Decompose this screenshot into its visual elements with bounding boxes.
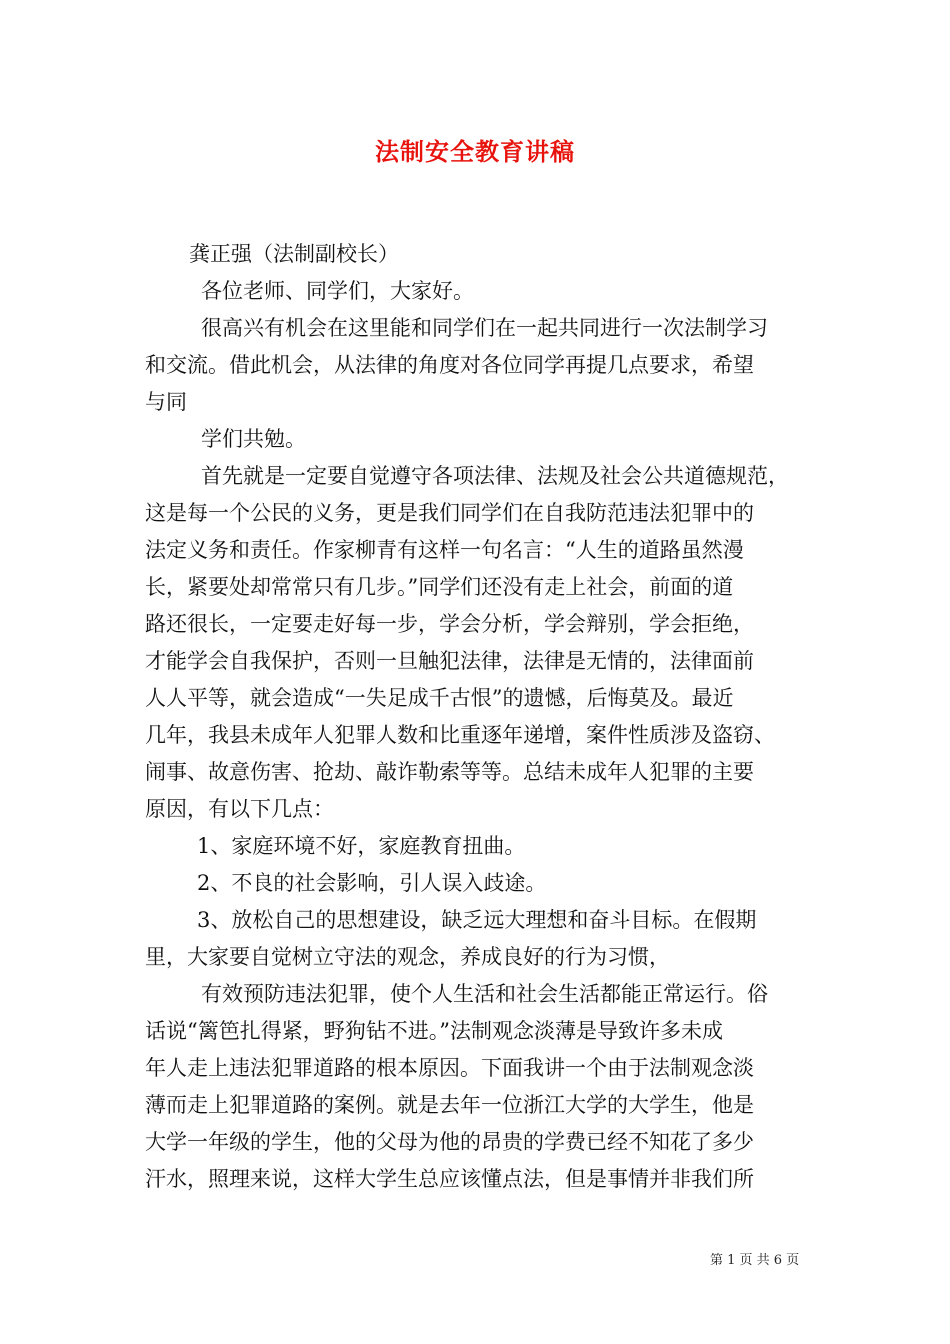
paragraph-line: 人人平等，就会造成“一失足成千古恨”的遗憾，后悔莫及。最近 [145, 686, 734, 710]
paragraph-line: 原因，有以下几点： [145, 797, 334, 821]
list-item: 3、放松自己的思想建设，缺乏远大理想和奋斗目标。在假期 [197, 908, 757, 932]
paragraph-line: 首先就是一定要自觉遵守各项法律、法规及社会公共道德规范， [201, 464, 789, 488]
list-item: 1、家庭环境不好，家庭教育扭曲。 [197, 834, 526, 858]
paragraph-line: 长，紧要处却常常只有几步。”同学们还没有走上社会，前面的道 [145, 575, 734, 599]
paragraph-line: 学们共勉。 [201, 427, 306, 451]
greeting-line: 各位老师、同学们，大家好。 [201, 279, 474, 303]
page-number: 第 1 页 共 6 页 [710, 1253, 800, 1268]
paragraph-line: 这是每一个公民的义务，更是我们同学们在自我防范违法犯罪中的 [145, 501, 754, 525]
document-body [145, 236, 810, 1198]
document-title: 法制安全教育讲稿 [375, 137, 575, 166]
paragraph-line: 与同 [145, 390, 187, 414]
paragraph-line: 和交流。借此机会，从法律的角度对各位同学再提几点要求，希望 [145, 353, 754, 377]
paragraph-line: 年人走上违法犯罪道路的根本原因。下面我讲一个由于法制观念淡 [145, 1056, 754, 1080]
author-line: 龚正强（法制副校长） [189, 242, 399, 266]
paragraph-line: 里，大家要自觉树立守法的观念，养成良好的行为习惯， [145, 945, 670, 969]
list-item: 2、不良的社会影响，引人误入歧途。 [197, 871, 547, 895]
paragraph-line: 薄而走上犯罪道路的案例。就是去年一位浙江大学的大学生，他是 [145, 1093, 754, 1117]
paragraph-line: 闹事、故意伤害、抢劫、敲诈勒索等等。总结未成年人犯罪的主要 [145, 760, 754, 784]
paragraph-line: 很高兴有机会在这里能和同学们在一起共同进行一次法制学习 [201, 316, 768, 340]
paragraph-line: 有效预防违法犯罪，使个人生活和社会生活都能正常运行。俗 [201, 982, 768, 1006]
paragraph-line: 法定义务和责任。作家柳青有这样一句名言：“人生的道路虽然漫 [145, 538, 744, 562]
paragraph-line: 才能学会自我保护，否则一旦触犯法律，法律是无情的，法律面前 [145, 649, 754, 673]
paragraph-line: 话说“篱笆扎得紧，野狗钻不进。”法制观念淡薄是导致许多未成 [145, 1019, 723, 1043]
paragraph-line: 路还很长，一定要走好每一步，学会分析，学会辩别，学会拒绝， [145, 612, 754, 636]
paragraph-line: 几年，我县未成年人犯罪人数和比重逐年递增，案件性质涉及盗窃、 [145, 723, 775, 747]
paragraph-line: 大学一年级的学生，他的父母为他的昂贵的学费已经不知花了多少 [145, 1130, 754, 1154]
paragraph-line: 汗水，照理来说，这样大学生总应该懂点法，但是事情并非我们所 [145, 1167, 754, 1191]
